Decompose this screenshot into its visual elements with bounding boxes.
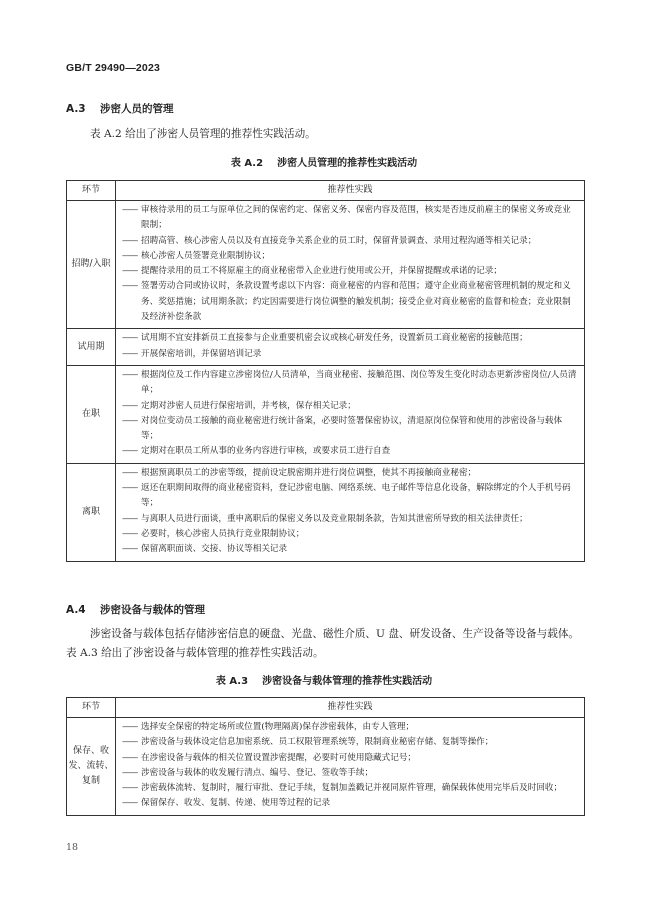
practice-item — [122, 249, 579, 264]
practice-item — [122, 512, 579, 527]
section-intro-a4: 涉密设备与载体包括存储涉密信息的硬盘、光盘、磁性介质、U 盘、研发设备、生产设备等设备与载体。表 A.3 给出了涉密设备与载体管理的推荐性实践活动。 — [66, 628, 580, 659]
phase-cell: 保存、收发、流转、复制 — [67, 718, 116, 816]
list-dash: —— — [122, 205, 138, 215]
column-header-phase: 环节 — [67, 698, 116, 718]
practice-item-text: 与离职人员进行面谈，重申离职后的保密义务以及竞业限制条款，告知其泄密所导致的相关法律责任； — [141, 513, 528, 524]
list-dash: —— — [122, 513, 138, 524]
practice-item — [122, 751, 579, 766]
table-row — [67, 463, 585, 561]
practice-item — [122, 796, 579, 811]
practice-item-text: 提醒待录用的员工不将原雇主的商业秘密带入企业进行使用或公开，并保留提醒或承诺的记录； — [141, 266, 502, 277]
practice-item — [122, 331, 579, 346]
table-header-row — [67, 181, 585, 201]
practice-item-text: 根据岗位及工作内容建立涉密岗位/人员清单，当商业秘密、接触范围、岗位等发生变化时动态更新涉密岗位/人员清单； — [141, 369, 577, 396]
phase-cell: 在职 — [67, 365, 116, 463]
practice-item — [122, 527, 579, 542]
practice-item — [122, 414, 579, 445]
standard-id: GB/T 29490—2023 — [66, 62, 161, 74]
list-dash: —— — [122, 446, 138, 457]
practice-item-text: 开展保密培训，并保留培训记录 — [141, 348, 262, 359]
practice-cell — [116, 329, 585, 366]
table-row — [67, 329, 585, 366]
practice-item — [122, 466, 579, 481]
practice-item-text: 涉密设备与载体的收发履行清点、编号、登记、签收等手续； — [141, 767, 374, 778]
section-heading-a3 — [66, 101, 174, 116]
table-row — [67, 201, 585, 329]
practice-item — [122, 781, 579, 796]
table-a3 — [66, 697, 585, 816]
practice-item-text: 返还在职期间取得的商业秘密资料，登记涉密电脑、网络系统、电子邮件等信息化设备，解除绑定的个人手机号码等； — [141, 483, 571, 509]
practice-item-text: 根据预离职员工的涉密等级，提前设定脱密期并进行岗位调整，使其不再接触商业秘密； — [141, 467, 477, 478]
list-dash: —— — [122, 483, 138, 494]
practice-item-text: 试用期不宜安排新员工直接参与企业重要机密会议或核心研发任务，设置新员工商业秘密的接触范围； — [141, 333, 528, 344]
practice-item-text: 涉密载体流转、复制时，履行审批、登记手续，复制加盖戳记并视同原件管理，确保载体使用完毕后及时回收； — [141, 783, 563, 794]
list-dash: —— — [122, 722, 138, 732]
section-heading-a4 — [66, 602, 205, 617]
list-dash: —— — [122, 752, 138, 763]
list-dash: —— — [122, 798, 138, 809]
list-dash: —— — [122, 467, 138, 478]
section-intro-a3: 表 A.2 给出了涉密人员管理的推荐性实践活动。 — [90, 128, 316, 140]
practice-item-text: 定期对涉密人员进行保密培训，并考核，保存相关记录； — [141, 400, 356, 411]
practice-item — [122, 481, 579, 512]
practice-item — [122, 347, 579, 362]
column-header-practice: 推荐性实践 — [116, 698, 585, 718]
list-dash: —— — [122, 415, 138, 426]
list-dash: —— — [122, 266, 138, 277]
practice-item-text: 核心涉密人员签署竞业限制协议； — [141, 250, 270, 261]
table-title: 涉密人员管理的推荐性实践活动 — [277, 158, 418, 169]
list-dash: —— — [122, 333, 138, 344]
section-number: A.3 — [66, 103, 86, 115]
list-dash: —— — [122, 281, 138, 292]
column-header-phase: 环节 — [67, 181, 116, 201]
table-header-row — [67, 698, 585, 718]
list-dash: —— — [122, 737, 138, 748]
list-dash: —— — [122, 250, 138, 261]
phase-cell: 试用期 — [67, 329, 116, 366]
practice-item — [122, 399, 579, 414]
table-label: 表 A.2 — [230, 158, 264, 169]
list-dash: —— — [122, 369, 138, 380]
column-header-practice: 推荐性实践 — [116, 181, 585, 201]
table-label: 表 A.3 — [215, 676, 249, 687]
practice-item-text: 保留保存、收发、复制、传递、使用等过程的记录 — [141, 798, 331, 809]
practice-cell — [116, 201, 585, 329]
section-number: A.4 — [66, 604, 86, 616]
practice-item — [122, 279, 579, 325]
table-a2 — [66, 180, 585, 562]
section-title: 涉密设备与载体的管理 — [100, 604, 205, 616]
practice-item-text: 必要时，核心涉密人员执行竞业限制协议； — [141, 528, 305, 539]
practice-item-text: 签署劳动合同或协议时，条款设置考虑以下内容：商业秘密的内容和范围；遵守企业商业秘密管理机制的规定和义务、奖惩措施；试用期条款；约定因需要进行岗位调整的触发机制；接受企业对商业秘密的监督和检查；竞业限制及经济补偿条款 — [141, 281, 571, 323]
list-dash: —— — [122, 400, 138, 411]
list-dash: —— — [122, 783, 138, 794]
practice-item — [122, 542, 579, 557]
practice-item — [122, 264, 579, 279]
table-caption-a2 — [66, 154, 582, 169]
practice-item — [122, 368, 579, 399]
list-dash: —— — [122, 528, 138, 539]
table-caption-a3 — [66, 672, 582, 687]
table-row — [67, 365, 585, 463]
practice-item — [122, 720, 579, 735]
list-dash: —— — [122, 235, 138, 246]
practice-item-text: 保留离职面谈、交接、协议等相关记录 — [141, 544, 288, 555]
table-title: 涉密设备与载体管理的推荐性实践活动 — [262, 676, 433, 687]
practice-item-text: 在涉密设备与载体的相关位置设置涉密提醒，必要时可使用隐藏式记号； — [141, 752, 417, 763]
phase-cell: 离职 — [67, 463, 116, 561]
section-title: 涉密人员的管理 — [100, 103, 174, 115]
practice-cell — [116, 365, 585, 463]
table-row — [67, 718, 585, 816]
practice-item-text: 定期对在职员工所从事的业务内容进行审核，或要求员工进行自查 — [141, 446, 391, 457]
practice-item — [122, 203, 579, 234]
practice-item-text: 选择安全保密的特定场所或位置(物理隔离)保存涉密载体，由专人管理； — [141, 722, 415, 732]
practice-item-text: 涉密设备与载体设定信息加密系统、员工权限管理系统等，限制商业秘密存储、复制等操作； — [141, 737, 494, 748]
practice-item-text: 审核待录用的员工与原单位之间的保密约定、保密义务、保密内容及范围，核实是否违反前雇主的保密义务或竞业限制； — [141, 205, 571, 231]
list-dash: —— — [122, 348, 138, 359]
practice-item — [122, 766, 579, 781]
phase-cell: 招聘/入职 — [67, 201, 116, 329]
practice-cell — [116, 718, 585, 816]
page-number: 18 — [66, 842, 79, 853]
practice-item-text: 对岗位变动员工接触的商业秘密进行统计备案，必要时签署保密协议，清退原岗位保管和使用的涉密设备与载体等； — [141, 415, 563, 442]
practice-item — [122, 735, 579, 750]
list-dash: —— — [122, 767, 138, 778]
practice-item-text: 招聘高管、核心涉密人员以及有直接竞争关系企业的员工时，保留背景调查、录用过程沟通等相关记录； — [141, 235, 537, 246]
list-dash: —— — [122, 544, 138, 555]
practice-item — [122, 444, 579, 459]
practice-cell — [116, 463, 585, 561]
practice-item — [122, 234, 579, 249]
